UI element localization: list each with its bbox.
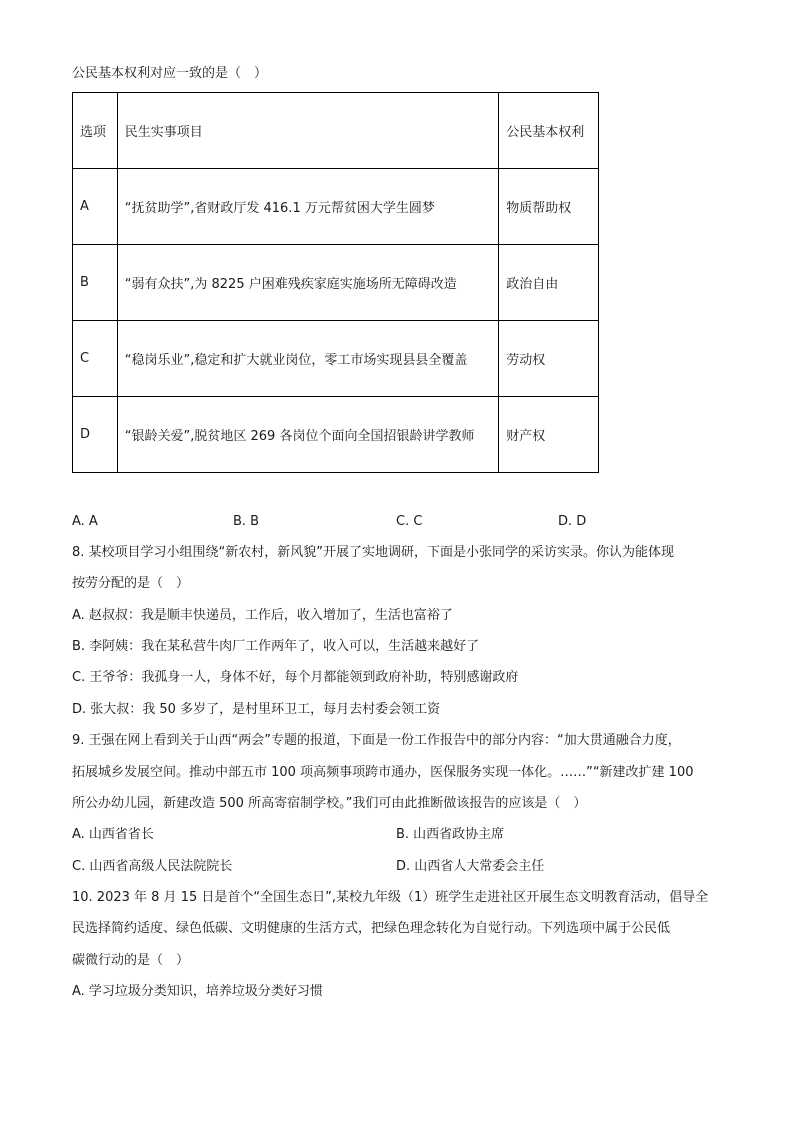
q9-option-c[interactable]: C. 山西省高级人民法院院长 bbox=[72, 859, 233, 874]
q9-option-b[interactable]: B. 山西省政协主席 bbox=[396, 827, 505, 842]
q10-stem-line2: 民选择简约适度、绿色低碳、文明健康的生活方式，把绿色理念转化为自觉行动。下列选项中属于公民低 bbox=[72, 921, 671, 936]
q9-stem-line1: 9. 王强在网上看到关于山西“两会”专题的报道，下面是一份工作报告中的部分内容：“加大贯通融合力度， bbox=[72, 733, 681, 748]
q8-option-d[interactable]: D. 张大叔：我 50 多岁了，是村里环卫工，每月去村委会领工资 bbox=[72, 702, 441, 717]
row-right: 劳动权 bbox=[499, 321, 599, 397]
header-right: 公民基本权利 bbox=[499, 93, 599, 169]
q7-stem-tail: 公民基本权利对应一致的是（ ） bbox=[72, 66, 268, 81]
q8-stem-line1: 8. 某校项目学习小组围绕“新农村，新风貌”开展了实地调研，下面是小张同学的采访实录。你认为能体现 bbox=[72, 545, 675, 560]
q10-option-a[interactable]: A. 学习垃圾分类知识，培养垃圾分类好习惯 bbox=[72, 984, 323, 999]
table-header-row bbox=[73, 93, 599, 169]
table-row bbox=[73, 169, 599, 245]
q8-option-c[interactable]: C. 王爷爷：我孤身一人，身体不好，每个月都能领到政府补助，特别感谢政府 bbox=[72, 670, 519, 685]
rights-table bbox=[72, 92, 599, 473]
row-right: 财产权 bbox=[499, 397, 599, 473]
row-option: D bbox=[73, 397, 118, 473]
table-row bbox=[73, 397, 599, 473]
q8-option-a[interactable]: A. 赵叔叔：我是顺丰快递员，工作后，收入增加了，生活也富裕了 bbox=[72, 608, 453, 623]
row-option: C bbox=[73, 321, 118, 397]
q8-stem-line2: 按劳分配的是（ ） bbox=[72, 576, 190, 591]
table-row bbox=[73, 321, 599, 397]
q9-option-a[interactable]: A. 山西省省长 bbox=[72, 827, 154, 842]
row-project: “稳岗乐业”,稳定和扩大就业岗位，零工市场实现县县全覆盖 bbox=[117, 321, 499, 397]
q7-option-d[interactable]: D. D bbox=[558, 514, 587, 529]
q7-option-b[interactable]: B. B bbox=[233, 514, 260, 529]
row-option: B bbox=[73, 245, 118, 321]
header-project: 民生实事项目 bbox=[117, 93, 499, 169]
q7-option-a[interactable]: A. A bbox=[72, 514, 98, 529]
q7-option-c[interactable]: C. C bbox=[396, 514, 423, 529]
table-row bbox=[73, 245, 599, 321]
row-right: 物质帮助权 bbox=[499, 169, 599, 245]
q10-stem-line1: 10. 2023 年 8 月 15 日是首个“全国生态日”,某校九年级（1）班学生走进社区开展生态文明教育活动，倡导全 bbox=[72, 890, 709, 905]
row-right: 政治自由 bbox=[499, 245, 599, 321]
row-option: A bbox=[73, 169, 118, 245]
q9-option-d[interactable]: D. 山西省人大常委会主任 bbox=[396, 859, 545, 874]
q9-stem-line3: 所公办幼儿园，新建改造 500 所高寄宿制学校。”我们可由此推断做该报告的应该是（ ） bbox=[72, 796, 587, 811]
row-project: “抚贫助学”,省财政厅发 416.1 万元帮贫困大学生圆梦 bbox=[117, 169, 499, 245]
row-project: “银龄关爱”,脱贫地区 269 各岗位个面向全国招银龄讲学教师 bbox=[117, 397, 499, 473]
q10-stem-line3: 碳微行动的是（ ） bbox=[72, 953, 190, 968]
row-project: “弱有众扶”,为 8225 户困难残疾家庭实施场所无障碍改造 bbox=[117, 245, 499, 321]
q9-stem-line2: 拓展城乡发展空间。推动中部五市 100 项高频事项跨市通办，医保服务实现一体化。……”“新建改扩建 100 bbox=[72, 765, 694, 780]
q8-option-b[interactable]: B. 李阿姨：我在某私营牛肉厂工作两年了，收入可以，生活越来越好了 bbox=[72, 639, 480, 654]
header-option: 选项 bbox=[73, 93, 118, 169]
